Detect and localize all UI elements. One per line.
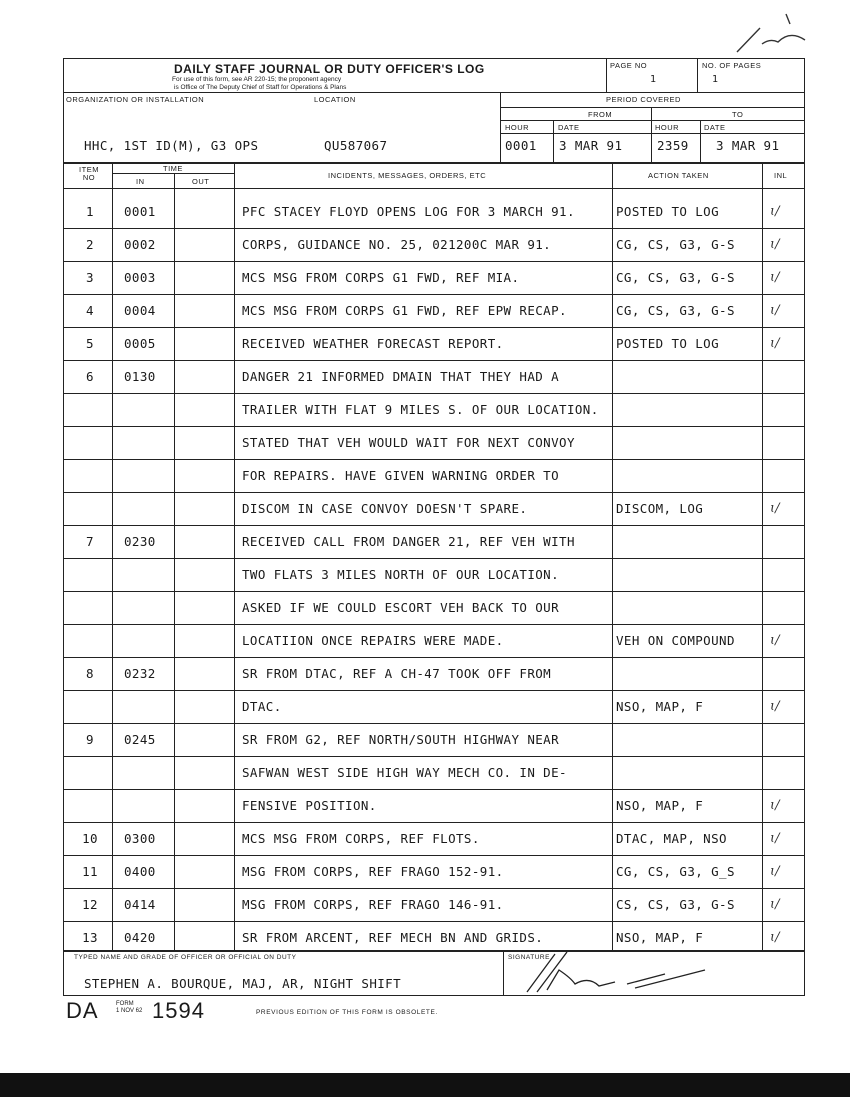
initials-mark: ɩ/ [770, 930, 780, 945]
incident-text: CORPS, GUIDANCE NO. 25, 021200C MAR 91. [242, 237, 552, 252]
incident-text: LOCATIION ONCE REPAIRS WERE MADE. [242, 633, 504, 648]
item-number: 12 [82, 897, 98, 912]
initials-mark: ɩ/ [770, 831, 780, 846]
item-number: 5 [86, 336, 94, 351]
no-of-pages-value: 1 [712, 74, 719, 85]
from-hour-value: 0001 [505, 138, 537, 153]
time-in: 0005 [124, 336, 156, 351]
incident-text: TRAILER WITH FLAT 9 MILES S. OF OUR LOCATION. [242, 402, 599, 417]
incident-text: ASKED IF WE COULD ESCORT VEH BACK TO OUR [242, 600, 560, 615]
time-in: 0245 [124, 732, 156, 747]
action-taken: CS, CS, G3, G-S [616, 897, 735, 912]
form-id: DA [66, 998, 99, 1023]
time-in: 0130 [124, 369, 156, 384]
to-hour-value: 2359 [657, 138, 689, 153]
form-title: DAILY STAFF JOURNAL OR DUTY OFFICER'S LOG [174, 62, 485, 76]
scan-edge-bar [0, 1073, 850, 1097]
to-date-label: DATE [704, 123, 726, 132]
action-taken: CG, CS, G3, G-S [616, 270, 735, 285]
action-taken: CG, CS, G3, G-S [616, 237, 735, 252]
form-number: 1594 [152, 998, 205, 1023]
incident-text: SAFWAN WEST SIDE HIGH WAY MECH CO. IN DE- [242, 765, 567, 780]
time-in: 0414 [124, 897, 156, 912]
action-taken: DISCOM, LOG [616, 501, 704, 516]
time-in: 0400 [124, 864, 156, 879]
incident-text: SR FROM DTAC, REF A CH-47 TOOK OFF FROM [242, 666, 552, 681]
incident-text: MCS MSG FROM CORPS G1 FWD, REF MIA. [242, 270, 520, 285]
item-number: 4 [86, 303, 94, 318]
item-number: 10 [82, 831, 98, 846]
form-date: 1 NOV 62 [116, 1008, 143, 1014]
form-subtitle-line-2: is Office of The Deputy Chief of Staff for Operations & Plans [174, 84, 347, 91]
officer-label: TYPED NAME AND GRADE OF OFFICER OR OFFICIAL ON DUTY [74, 954, 297, 961]
time-header: TIME [163, 164, 183, 173]
incident-text: TWO FLATS 3 MILES NORTH OF OUR LOCATION. [242, 567, 560, 582]
page-no-value: 1 [650, 74, 657, 85]
location-label: LOCATION [314, 95, 356, 104]
action-taken: NSO, MAP, F [616, 798, 704, 813]
initials-mark: ɩ/ [770, 336, 780, 351]
incident-text: MSG FROM CORPS, REF FRAGO 152-91. [242, 864, 504, 879]
location-value: QU587067 [324, 138, 388, 153]
incident-text: SR FROM G2, REF NORTH/SOUTH HIGHWAY NEAR [242, 732, 560, 747]
incident-text: MSG FROM CORPS, REF FRAGO 146-91. [242, 897, 504, 912]
incident-text: RECEIVED CALL FROM DANGER 21, REF VEH WITH [242, 534, 575, 549]
incident-text: STATED THAT VEH WOULD WAIT FOR NEXT CONVOY [242, 435, 575, 450]
time-in: 0002 [124, 237, 156, 252]
from-label: FROM [588, 110, 613, 119]
time-in: 0230 [124, 534, 156, 549]
initials-mark: ɩ/ [770, 864, 780, 879]
to-label: TO [732, 110, 744, 119]
time-in: 0300 [124, 831, 156, 846]
item-number: 9 [86, 732, 94, 747]
initials-mark: ɩ/ [770, 798, 780, 813]
time-in: 0003 [124, 270, 156, 285]
time-in: 0001 [124, 204, 156, 219]
initials-header: INL [774, 171, 788, 180]
initials-mark: ɩ/ [770, 303, 780, 318]
time-in: 0420 [124, 930, 156, 945]
incident-text: FENSIVE POSITION. [242, 798, 377, 813]
previous-edition-note: PREVIOUS EDITION OF THIS FORM IS OBSOLETE. [256, 1009, 438, 1016]
officer-signature [515, 948, 715, 998]
action-taken: DTAC, MAP, NSO [616, 831, 727, 846]
organization-label: ORGANIZATION OR INSTALLATION [66, 95, 205, 104]
period-covered-label: PERIOD COVERED [606, 95, 681, 104]
to-hour-label: HOUR [655, 123, 680, 132]
incident-text: FOR REPAIRS. HAVE GIVEN WARNING ORDER TO [242, 468, 560, 483]
initials-mark: ɩ/ [770, 897, 780, 912]
initials-mark: ɩ/ [770, 699, 780, 714]
action-taken: VEH ON COMPOUND [616, 633, 735, 648]
officer-value: STEPHEN A. BOURQUE, MAJ, AR, NIGHT SHIFT [84, 976, 402, 991]
no-of-pages-label: NO. OF PAGES [702, 61, 762, 70]
time-out-header: OUT [192, 177, 210, 186]
incident-text: DISCOM IN CASE CONVOY DOESN'T SPARE. [242, 501, 528, 516]
initials-mark: ɩ/ [770, 237, 780, 252]
action-taken: CG, CS, G3, G-S [616, 303, 735, 318]
form-subtitle-line-1: For use of this form, see AR 220-15; the proponent agency [172, 76, 342, 83]
form-label: FORM [116, 1001, 134, 1007]
incident-text: DTAC. [242, 699, 282, 714]
incident-text: SR FROM ARCENT, REF MECH BN AND GRIDS. [242, 930, 544, 945]
item-number: 13 [82, 930, 98, 945]
action-taken: POSTED TO LOG [616, 204, 720, 219]
action-taken: POSTED TO LOG [616, 336, 720, 351]
from-hour-label: HOUR [505, 123, 530, 132]
item-number: 3 [86, 270, 94, 285]
initials-mark: ɩ/ [770, 633, 780, 648]
action-taken: NSO, MAP, F [616, 930, 704, 945]
item-number: 8 [86, 666, 94, 681]
action-taken: NSO, MAP, F [616, 699, 704, 714]
initials-mark: ɩ/ [770, 501, 780, 516]
signature-label: SIGNATURE [508, 954, 550, 961]
organization-value: HHC, 1ST ID(M), G3 OPS [84, 138, 259, 153]
item-number: 11 [82, 864, 98, 879]
incident-text: MCS MSG FROM CORPS, REF FLOTS. [242, 831, 480, 846]
from-date-value: 3 MAR 91 [559, 138, 623, 153]
action-taken-header: ACTION TAKEN [648, 171, 709, 180]
from-date-label: DATE [558, 123, 580, 132]
to-date-value: 3 MAR 91 [716, 138, 780, 153]
item-number: 6 [86, 369, 94, 384]
incident-text: DANGER 21 INFORMED DMAIN THAT THEY HAD A [242, 369, 560, 384]
incident-text: RECEIVED WEATHER FORECAST REPORT. [242, 336, 504, 351]
time-in: 0004 [124, 303, 156, 318]
incident-text: MCS MSG FROM CORPS G1 FWD, REF EPW RECAP. [242, 303, 567, 318]
initials-mark: ɩ/ [770, 270, 780, 285]
item-number: 7 [86, 534, 94, 549]
incident-text: PFC STACEY FLOYD OPENS LOG FOR 3 MARCH 91. [242, 204, 575, 219]
item-number: 1 [86, 204, 94, 219]
handwritten-page-mark [0, 0, 850, 60]
incidents-header: INCIDENTS, MESSAGES, ORDERS, ETC [328, 171, 487, 180]
form-label-block [116, 1001, 142, 1015]
time-in-header: IN [136, 177, 145, 186]
item-number: 2 [86, 237, 94, 252]
page-no-label: PAGE NO [610, 61, 648, 70]
item-no-header: ITEM NO [79, 165, 99, 182]
initials-mark: ɩ/ [770, 204, 780, 219]
action-taken: CG, CS, G3, G_S [616, 864, 735, 879]
time-in: 0232 [124, 666, 156, 681]
